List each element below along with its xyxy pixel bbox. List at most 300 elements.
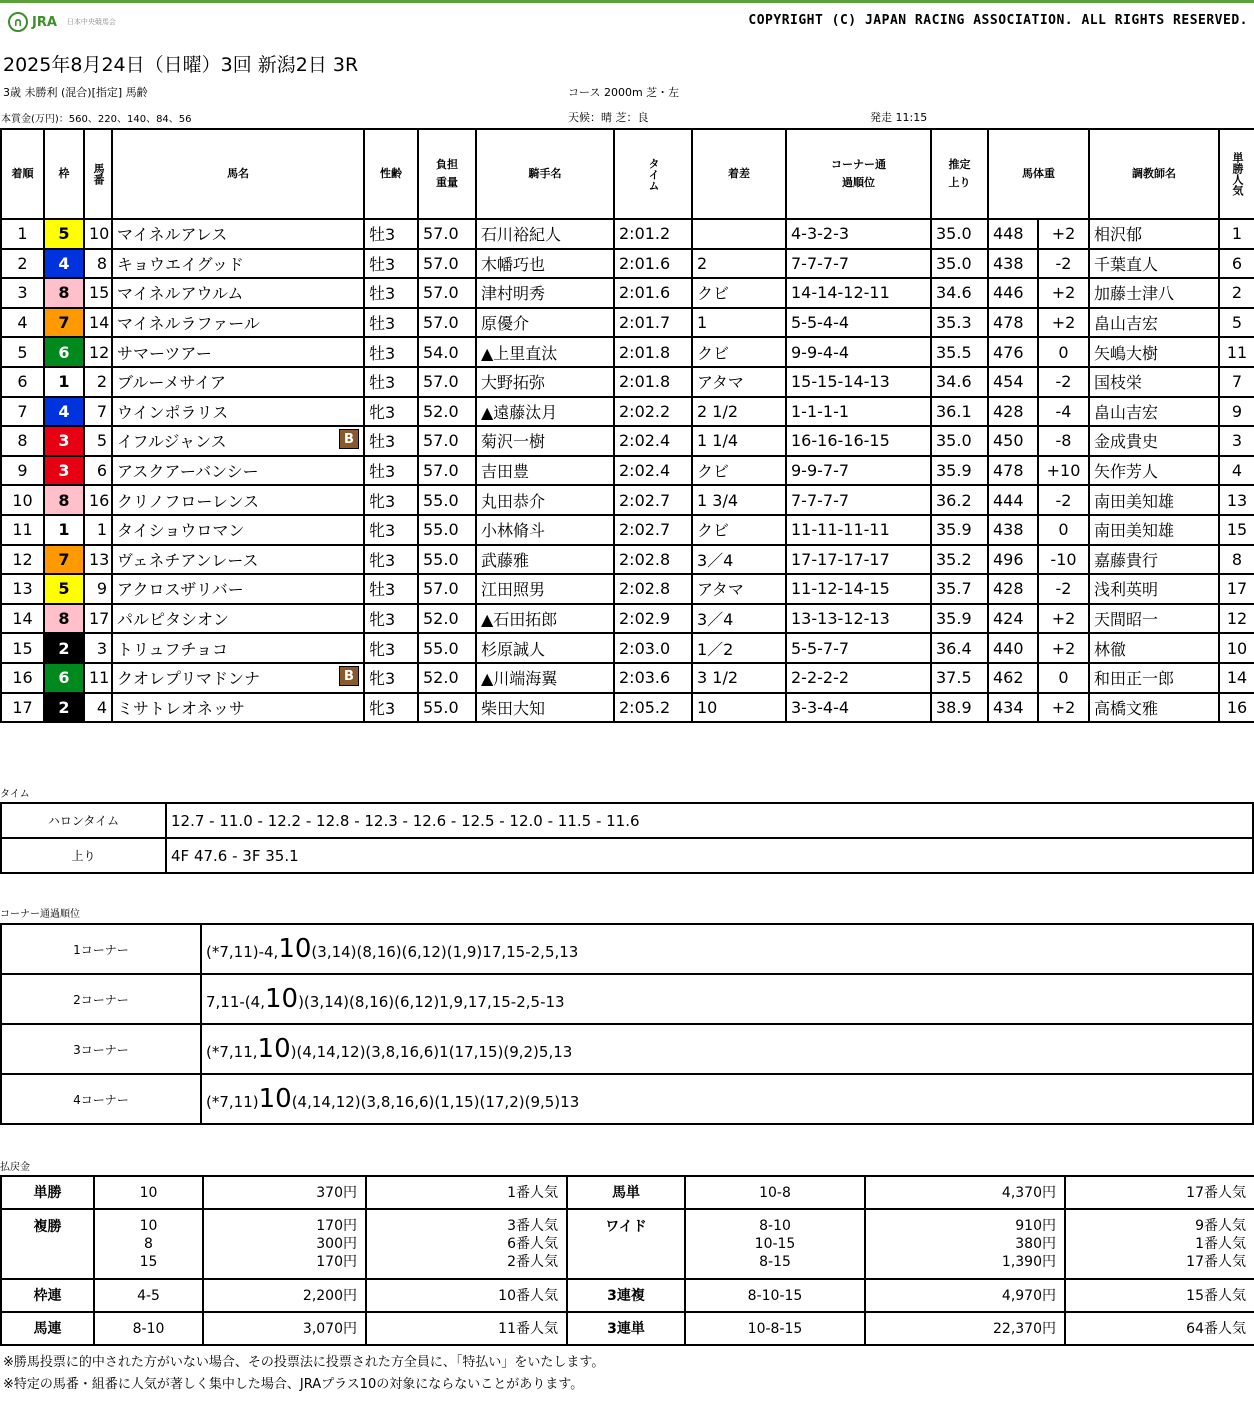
bodyweight-diff-cell: +2 — [1038, 308, 1089, 338]
horse-number-cell: 3 — [84, 633, 112, 663]
last3f-cell: 36.1 — [931, 397, 988, 427]
time-cell: 2:02.2 — [614, 397, 692, 427]
rank-cell: 6 — [1, 367, 44, 397]
sexage-cell: 牝3 — [364, 485, 418, 515]
weather-info: 天候：晴 芝：良 — [568, 111, 649, 124]
jockey-cell[interactable]: ▲上里直汰 — [476, 337, 614, 367]
last3f-cell: 34.6 — [931, 367, 988, 397]
table-row — [1, 308, 1254, 338]
wide-label: ワイド — [567, 1209, 685, 1279]
wakuren-label: 枠連 — [1, 1279, 94, 1312]
bodyweight-diff-cell: 0 — [1038, 337, 1089, 367]
wakuren-amount: 2,200円 — [203, 1279, 366, 1312]
time-cell: 2:01.6 — [614, 278, 692, 308]
trainer-cell[interactable]: 和田正一郎 — [1089, 663, 1219, 693]
col-sexage: 性齢 — [364, 129, 418, 219]
corner-cell: 7-7-7-7 — [786, 249, 931, 279]
weight-cell: 55.0 — [418, 633, 476, 663]
wakuren-nums: 4-5 — [94, 1279, 203, 1312]
jockey-cell[interactable]: 津村明秀 — [476, 278, 614, 308]
time-cell: 2:03.6 — [614, 663, 692, 693]
copyright: COPYRIGHT (C) JAPAN RACING ASSOCIATION. ALL RIGHTS RESERVED. — [748, 13, 1248, 28]
time-cell: 2:02.4 — [614, 456, 692, 486]
horse-name-cell[interactable]: トリュフチョコ — [112, 633, 364, 663]
rank-cell: 17 — [1, 693, 44, 723]
margin-cell: 1 3/4 — [692, 485, 786, 515]
table-row — [1, 663, 1254, 693]
bodyweight-diff-cell: -2 — [1038, 367, 1089, 397]
trainer-cell[interactable]: 加藤士津八 — [1089, 278, 1219, 308]
horse-name-cell[interactable]: ブルーメサイア — [112, 367, 364, 397]
tansho-amount: 370円 — [203, 1176, 366, 1209]
sanrentan-nums: 10-8-15 — [685, 1312, 865, 1345]
sexage-cell: 牝3 — [364, 693, 418, 723]
trainer-cell[interactable]: 浅利英明 — [1089, 574, 1219, 604]
weight-cell: 57.0 — [418, 367, 476, 397]
horse-name-cell[interactable]: ヴェネチアンレース — [112, 545, 364, 575]
bodyweight-cell: 428 — [988, 397, 1038, 427]
fukusho-nums: 10 8 15 — [94, 1209, 203, 1279]
jockey-cell[interactable]: 丸田恭介 — [476, 485, 614, 515]
corner-cell: 16-16-16-15 — [786, 426, 931, 456]
corner-cell: 2-2-2-2 — [786, 663, 931, 693]
trainer-cell[interactable]: 畠山吉宏 — [1089, 308, 1219, 338]
race-class: 3歳 未勝利 (混合)[指定] 馬齢 — [3, 86, 148, 99]
horse-name-cell[interactable]: アクロスザリバー — [112, 574, 364, 604]
time-cell: 2:02.8 — [614, 574, 692, 604]
last3f-cell: 38.9 — [931, 693, 988, 723]
rank-cell: 11 — [1, 515, 44, 545]
horse-number-cell: 7 — [84, 397, 112, 427]
horse-number-cell: 12 — [84, 337, 112, 367]
trainer-cell[interactable]: 高橋文雅 — [1089, 693, 1219, 723]
rank-cell: 4 — [1, 308, 44, 338]
popularity-cell: 15 — [1219, 515, 1254, 545]
bodyweight-cell: 438 — [988, 515, 1038, 545]
jockey-cell[interactable]: 石川裕紀人 — [476, 219, 614, 249]
sexage-cell: 牡3 — [364, 574, 418, 604]
last3f-cell: 35.5 — [931, 337, 988, 367]
time-cell: 2:02.4 — [614, 426, 692, 456]
results-header — [1, 129, 1254, 219]
corner-cell: 9-9-4-4 — [786, 337, 931, 367]
sexage-cell: 牝3 — [364, 633, 418, 663]
corner-table — [0, 923, 1254, 1125]
col-bodyweight: 馬体重 — [988, 129, 1089, 219]
col-name: 馬名 — [112, 129, 364, 219]
time-cell: 2:02.9 — [614, 604, 692, 634]
popularity-cell: 3 — [1219, 426, 1254, 456]
sanrenpuku-amount: 4,970円 — [865, 1279, 1065, 1312]
sanrenpuku-nums: 8-10-15 — [685, 1279, 865, 1312]
margin-cell: クビ — [692, 337, 786, 367]
course-info: コース 2000m 芝・左 — [568, 86, 680, 99]
last3f-cell: 35.0 — [931, 426, 988, 456]
trainer-cell[interactable]: 林徹 — [1089, 633, 1219, 663]
time-cell: 2:01.2 — [614, 219, 692, 249]
race-title: 2025年8月24日（日曜）3回 新潟2日 3R — [3, 54, 359, 76]
logo-subtext: 日本中央競馬会 — [66, 18, 116, 26]
horse-name-cell[interactable]: マイネルラファール — [112, 308, 364, 338]
last3f-cell: 35.9 — [931, 456, 988, 486]
last3f-cell: 35.9 — [931, 515, 988, 545]
payout-row-4 — [1, 1312, 1254, 1345]
start-time: 発走 11:15 — [870, 111, 928, 124]
corner-order: (*7,11)10(4,14,12)(3,8,16,6)(1,15)(17,2)(9,5)13 — [201, 1074, 1253, 1124]
popularity-cell: 6 — [1219, 249, 1254, 279]
corner-section-label: コーナー通過順位 — [0, 909, 80, 920]
horse-name-cell[interactable]: ウインポラリス — [112, 397, 364, 427]
horse-name-cell[interactable]: タイショウロマン — [112, 515, 364, 545]
time-cell: 2:01.7 — [614, 308, 692, 338]
jockey-cell[interactable]: 木幡巧也 — [476, 249, 614, 279]
trainer-cell[interactable]: 畠山吉宏 — [1089, 397, 1219, 427]
col-num: 馬番 — [84, 129, 112, 219]
weight-cell: 57.0 — [418, 249, 476, 279]
prize-info: 本賞金(万円)：560、220、140、84、56 — [1, 114, 192, 125]
horse-number-cell: 13 — [84, 545, 112, 575]
col-jockey: 騎手名 — [476, 129, 614, 219]
horse-number-cell: 2 — [84, 367, 112, 397]
popularity-cell: 13 — [1219, 485, 1254, 515]
halon-row — [1, 803, 1253, 838]
last3f-cell: 35.0 — [931, 219, 988, 249]
corner-cell: 11-12-14-15 — [786, 574, 931, 604]
waku-cell: 2 — [44, 693, 84, 723]
time-cell: 2:05.2 — [614, 693, 692, 723]
waku-cell: 5 — [44, 574, 84, 604]
wide-amounts: 910円 380円 1,390円 — [865, 1209, 1065, 1279]
blinker-badge: B — [339, 429, 359, 449]
horse-number-cell: 11 — [84, 663, 112, 693]
corner-label: 1コーナー — [1, 924, 201, 974]
rank-cell: 8 — [1, 426, 44, 456]
horse-name-cell[interactable]: マイネルアレス — [112, 219, 364, 249]
horseshoe-icon: ∩ — [8, 12, 28, 32]
corner-label: 4コーナー — [1, 1074, 201, 1124]
corner-order: (*7,11,10)(4,14,12)(3,8,16,6)1(17,15)(9,2)5,13 — [201, 1024, 1253, 1074]
sexage-cell: 牝3 — [364, 663, 418, 693]
col-weight: 負担重量 — [418, 129, 476, 219]
bodyweight-diff-cell: -8 — [1038, 426, 1089, 456]
winner-number: 10 — [278, 934, 312, 964]
waku-cell: 7 — [44, 545, 84, 575]
trainer-cell[interactable]: 国枝栄 — [1089, 367, 1219, 397]
sexage-cell: 牝3 — [364, 397, 418, 427]
popularity-cell: 10 — [1219, 633, 1254, 663]
umatan-nums: 10-8 — [685, 1176, 865, 1209]
table-row — [1, 574, 1254, 604]
trainer-cell[interactable]: 南田美知雄 — [1089, 515, 1219, 545]
margin-cell: クビ — [692, 515, 786, 545]
horse-number-cell: 8 — [84, 249, 112, 279]
waku-cell: 3 — [44, 426, 84, 456]
jockey-cell[interactable]: 原優介 — [476, 308, 614, 338]
weight-cell: 57.0 — [418, 308, 476, 338]
waku-cell: 8 — [44, 604, 84, 634]
horse-name-cell[interactable]: キョウエイグッド — [112, 249, 364, 279]
corner-cell: 4-3-2-3 — [786, 219, 931, 249]
horse-number-cell: 15 — [84, 278, 112, 308]
bodyweight-diff-cell: +2 — [1038, 219, 1089, 249]
trainer-cell[interactable]: 嘉藤貴行 — [1089, 545, 1219, 575]
agari-value: 4F 47.6 - 3F 35.1 — [166, 838, 1253, 873]
corner-label: 3コーナー — [1, 1024, 201, 1074]
payout-row-3 — [1, 1279, 1254, 1312]
note-line: ※特定の馬番・組番に人気が著しく集中した場合、JRAプラス10の対象にならないことがあります。 — [3, 1377, 584, 1392]
horse-number-cell: 6 — [84, 456, 112, 486]
jockey-cell[interactable]: 柴田大知 — [476, 693, 614, 723]
jockey-cell[interactable]: 大野拓弥 — [476, 367, 614, 397]
table-row — [1, 485, 1254, 515]
agari-label: 上り — [1, 838, 166, 873]
margin-cell: 2 — [692, 249, 786, 279]
tansho-pop: 1番人気 — [366, 1176, 567, 1209]
sexage-cell: 牡3 — [364, 308, 418, 338]
table-row — [1, 633, 1254, 663]
corner-cell: 9-9-7-7 — [786, 456, 931, 486]
corner-cell: 1-1-1-1 — [786, 397, 931, 427]
trainer-cell[interactable]: 南田美知雄 — [1089, 485, 1219, 515]
rank-cell: 2 — [1, 249, 44, 279]
bodyweight-cell: 444 — [988, 485, 1038, 515]
table-row — [1, 456, 1254, 486]
col-waku: 枠 — [44, 129, 84, 219]
horse-number-cell: 1 — [84, 515, 112, 545]
rank-cell: 15 — [1, 633, 44, 663]
corner-cell: 13-13-12-13 — [786, 604, 931, 634]
last3f-cell: 34.6 — [931, 278, 988, 308]
table-row — [1, 515, 1254, 545]
umaren-amount: 3,070円 — [203, 1312, 366, 1345]
corner-cell: 15-15-14-13 — [786, 367, 931, 397]
margin-cell: 3 1/2 — [692, 663, 786, 693]
waku-cell: 1 — [44, 367, 84, 397]
payout-table — [0, 1175, 1254, 1346]
sexage-cell: 牡3 — [364, 367, 418, 397]
table-row — [1, 337, 1254, 367]
col-margin: 着差 — [692, 129, 786, 219]
time-cell: 2:02.7 — [614, 485, 692, 515]
horse-name-cell[interactable]: クオレプリマドンナ B — [112, 663, 364, 693]
margin-cell: クビ — [692, 278, 786, 308]
last3f-cell: 35.9 — [931, 604, 988, 634]
horse-number-cell: 14 — [84, 308, 112, 338]
fukusho-amounts: 170円 300円 170円 — [203, 1209, 366, 1279]
jockey-cell[interactable]: 江田照男 — [476, 574, 614, 604]
trainer-cell[interactable]: 千葉直人 — [1089, 249, 1219, 279]
time-cell: 2:02.7 — [614, 515, 692, 545]
jockey-cell[interactable]: 武藤雅 — [476, 545, 614, 575]
weight-cell: 55.0 — [418, 693, 476, 723]
bodyweight-cell: 440 — [988, 633, 1038, 663]
popularity-cell: 11 — [1219, 337, 1254, 367]
margin-cell: アタマ — [692, 367, 786, 397]
horse-number-cell: 4 — [84, 693, 112, 723]
horse-name-cell[interactable]: サマーツアー — [112, 337, 364, 367]
popularity-cell: 4 — [1219, 456, 1254, 486]
umaren-label: 馬連 — [1, 1312, 94, 1345]
sexage-cell: 牡3 — [364, 426, 418, 456]
notes — [3, 1352, 604, 1396]
bodyweight-diff-cell: +2 — [1038, 693, 1089, 723]
waku-cell: 4 — [44, 249, 84, 279]
weight-cell: 55.0 — [418, 485, 476, 515]
trainer-cell[interactable]: 矢作芳人 — [1089, 456, 1219, 486]
horse-number-cell: 10 — [84, 219, 112, 249]
margin-cell: 2 1/2 — [692, 397, 786, 427]
popularity-cell: 16 — [1219, 693, 1254, 723]
payout-row-1 — [1, 1176, 1254, 1209]
popularity-cell: 12 — [1219, 604, 1254, 634]
last3f-cell: 37.5 — [931, 663, 988, 693]
horse-name-cell[interactable]: マイネルアウルム — [112, 278, 364, 308]
horse-name-cell[interactable]: クリノフローレンス — [112, 485, 364, 515]
trainer-cell[interactable]: 金成貴史 — [1089, 426, 1219, 456]
corner-cell: 17-17-17-17 — [786, 545, 931, 575]
sanrentan-amount: 22,370円 — [865, 1312, 1065, 1345]
payout-section-label: 払戻金 — [0, 1162, 30, 1173]
bodyweight-diff-cell: +2 — [1038, 604, 1089, 634]
bodyweight-diff-cell: +10 — [1038, 456, 1089, 486]
bodyweight-cell: 450 — [988, 426, 1038, 456]
margin-cell: 1／2 — [692, 633, 786, 663]
bodyweight-diff-cell: 0 — [1038, 663, 1089, 693]
horse-name-cell[interactable]: アスクアーバンシー — [112, 456, 364, 486]
rank-cell: 1 — [1, 219, 44, 249]
corner-cell: 3-3-4-4 — [786, 693, 931, 723]
popularity-cell: 7 — [1219, 367, 1254, 397]
last3f-cell: 36.2 — [931, 485, 988, 515]
bodyweight-cell: 434 — [988, 693, 1038, 723]
horse-number-cell: 9 — [84, 574, 112, 604]
last3f-cell: 35.3 — [931, 308, 988, 338]
rank-cell: 13 — [1, 574, 44, 604]
waku-cell: 2 — [44, 633, 84, 663]
corner-cell: 5-5-7-7 — [786, 633, 931, 663]
bodyweight-cell: 476 — [988, 337, 1038, 367]
waku-cell: 7 — [44, 308, 84, 338]
table-row — [1, 693, 1254, 723]
weight-cell: 52.0 — [418, 397, 476, 427]
jra-logo[interactable] — [8, 12, 116, 32]
trainer-cell[interactable]: 矢嶋大樹 — [1089, 337, 1219, 367]
trainer-cell[interactable]: 天間昭一 — [1089, 604, 1219, 634]
margin-cell: 1 1/4 — [692, 426, 786, 456]
popularity-cell: 9 — [1219, 397, 1254, 427]
margin-cell: 10 — [692, 693, 786, 723]
weight-cell: 57.0 — [418, 426, 476, 456]
umatan-amount: 4,370円 — [865, 1176, 1065, 1209]
agari-row — [1, 838, 1253, 873]
waku-cell: 8 — [44, 278, 84, 308]
margin-cell: アタマ — [692, 574, 786, 604]
sexage-cell: 牡3 — [364, 278, 418, 308]
bodyweight-diff-cell: -10 — [1038, 545, 1089, 575]
jockey-cell[interactable]: ▲石田拓郎 — [476, 604, 614, 634]
umatan-pop: 17番人気 — [1065, 1176, 1254, 1209]
weight-cell: 55.0 — [418, 545, 476, 575]
weight-cell: 57.0 — [418, 278, 476, 308]
horse-name-cell[interactable]: ミサトレオネッサ — [112, 693, 364, 723]
corner-cell: 14-14-12-11 — [786, 278, 931, 308]
logo-text: JRA — [32, 14, 57, 30]
col-last3f: 推定上り — [931, 129, 988, 219]
fukusho-label: 複勝 — [1, 1209, 94, 1279]
bodyweight-cell: 438 — [988, 249, 1038, 279]
jockey-cell[interactable]: ▲川端海翼 — [476, 663, 614, 693]
waku-cell: 3 — [44, 456, 84, 486]
horse-name-cell[interactable]: イフルジャンス B — [112, 426, 364, 456]
winner-number: 10 — [258, 1084, 292, 1114]
waku-cell: 8 — [44, 485, 84, 515]
umatan-label: 馬単 — [567, 1176, 685, 1209]
table-row — [1, 367, 1254, 397]
trainer-cell[interactable]: 相沢郁 — [1089, 219, 1219, 249]
bodyweight-cell: 428 — [988, 574, 1038, 604]
waku-cell: 6 — [44, 663, 84, 693]
col-trainer: 調教師名 — [1089, 129, 1219, 219]
popularity-cell: 14 — [1219, 663, 1254, 693]
weight-cell: 57.0 — [418, 456, 476, 486]
bodyweight-cell: 424 — [988, 604, 1038, 634]
weight-cell: 52.0 — [418, 604, 476, 634]
last3f-cell: 35.2 — [931, 545, 988, 575]
winner-number: 10 — [264, 984, 299, 1014]
table-row — [1, 604, 1254, 634]
horse-name-cell[interactable]: パルピタシオン — [112, 604, 364, 634]
sexage-cell: 牡3 — [364, 337, 418, 367]
jockey-cell[interactable]: 杉原誠人 — [476, 633, 614, 663]
bodyweight-diff-cell: -2 — [1038, 574, 1089, 604]
last3f-cell: 35.0 — [931, 249, 988, 279]
jockey-cell[interactable]: ▲遠藤汰月 — [476, 397, 614, 427]
tansho-label: 単勝 — [1, 1176, 94, 1209]
wakuren-pop: 10番人気 — [366, 1279, 567, 1312]
time-cell: 2:01.8 — [614, 337, 692, 367]
table-row — [1, 219, 1254, 249]
time-section-label: タイム — [0, 789, 30, 800]
popularity-cell: 5 — [1219, 308, 1254, 338]
blinker-badge: B — [339, 666, 359, 686]
margin-cell: クビ — [692, 456, 786, 486]
jockey-cell[interactable]: 菊沢一樹 — [476, 426, 614, 456]
jockey-cell[interactable]: 小林脩斗 — [476, 515, 614, 545]
popularity-cell: 17 — [1219, 574, 1254, 604]
note-line: ※勝馬投票に的中された方がいない場合、その投票法に投票された方全員に、「特払い」をいたします。 — [3, 1355, 605, 1370]
weight-cell: 54.0 — [418, 337, 476, 367]
sexage-cell: 牡3 — [364, 219, 418, 249]
col-popularity: 単勝人気 — [1219, 129, 1254, 219]
bodyweight-diff-cell: 0 — [1038, 515, 1089, 545]
table-row — [1, 397, 1254, 427]
table-row — [1, 249, 1254, 279]
bodyweight-cell: 462 — [988, 663, 1038, 693]
top-border — [0, 0, 1254, 3]
margin-cell — [692, 219, 786, 249]
weight-cell: 57.0 — [418, 219, 476, 249]
sexage-cell: 牡3 — [364, 249, 418, 279]
sanrentan-pop: 64番人気 — [1065, 1312, 1254, 1345]
jockey-cell[interactable]: 吉田豊 — [476, 456, 614, 486]
bodyweight-cell: 496 — [988, 545, 1038, 575]
corner-cell: 11-11-11-11 — [786, 515, 931, 545]
lap-table — [0, 802, 1254, 874]
rank-cell: 7 — [1, 397, 44, 427]
waku-cell: 6 — [44, 337, 84, 367]
margin-cell: 3／4 — [692, 545, 786, 575]
rank-cell: 14 — [1, 604, 44, 634]
